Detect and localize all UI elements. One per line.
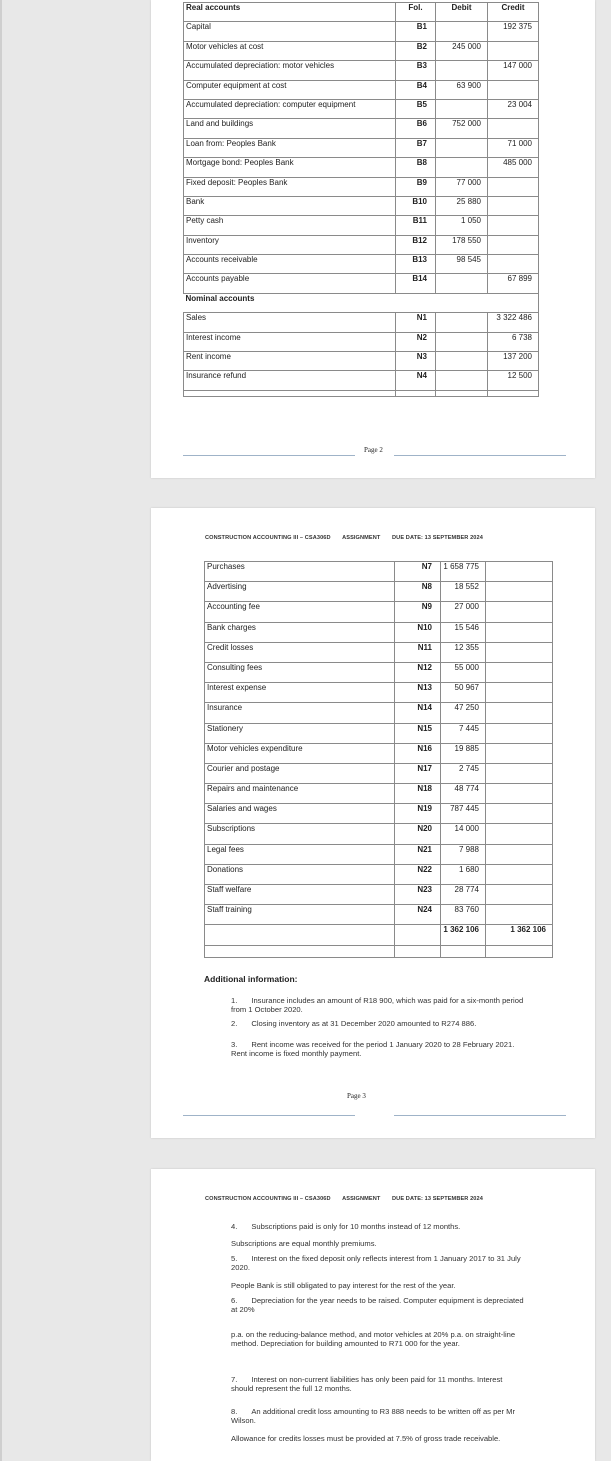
debit-amount: 245 000 bbox=[436, 41, 488, 60]
account-name: Rent income bbox=[184, 352, 396, 371]
table-row bbox=[184, 99, 539, 118]
folio-ref: B8 bbox=[396, 158, 436, 177]
table-row bbox=[184, 274, 539, 293]
credit-amount: 137 200 bbox=[488, 352, 539, 371]
credit-amount bbox=[486, 662, 553, 682]
folio-ref: B2 bbox=[396, 41, 436, 60]
debit-amount: 98 545 bbox=[436, 255, 488, 274]
note-text: Subscriptions paid is only for 10 months instead of 12 months. bbox=[251, 1222, 461, 1231]
document-header bbox=[205, 535, 493, 541]
debit-amount: 77 000 bbox=[436, 177, 488, 196]
folio-ref: N14 bbox=[395, 703, 441, 723]
note-number: 1. bbox=[231, 996, 238, 1005]
table-row bbox=[205, 804, 553, 824]
debit-amount: 178 550 bbox=[436, 235, 488, 254]
credit-amount bbox=[486, 763, 553, 783]
debit-amount: 55 000 bbox=[441, 662, 486, 682]
account-name: Purchases bbox=[205, 562, 395, 582]
debit-amount bbox=[436, 138, 488, 157]
note-item bbox=[231, 1407, 525, 1425]
credit-amount bbox=[486, 602, 553, 622]
account-name: Mortgage bond: Peoples Bank bbox=[184, 158, 396, 177]
note-number: 5. bbox=[231, 1254, 238, 1263]
note-text: Interest on non-current liabilities has only been paid for 11 months. Interest should represent the full 12 months. bbox=[231, 1375, 503, 1394]
account-name: Interest expense bbox=[205, 683, 395, 703]
folio-ref: N13 bbox=[395, 683, 441, 703]
account-name: Legal fees bbox=[205, 844, 395, 864]
table-row bbox=[184, 22, 539, 41]
table-row bbox=[184, 138, 539, 157]
credit-amount bbox=[486, 723, 553, 743]
table-row bbox=[184, 196, 539, 215]
table-row bbox=[184, 80, 539, 99]
debit-amount: 27 000 bbox=[441, 602, 486, 622]
empty-cell bbox=[184, 390, 396, 396]
credit-amount bbox=[486, 864, 553, 884]
account-name: Insurance bbox=[205, 703, 395, 723]
credit-amount bbox=[486, 784, 553, 804]
folio-ref: N20 bbox=[395, 824, 441, 844]
table-row bbox=[184, 313, 539, 332]
debit-amount: 7 445 bbox=[441, 723, 486, 743]
debit-amount: 14 000 bbox=[441, 824, 486, 844]
table-row bbox=[205, 864, 553, 884]
course-title: CONSTRUCTION ACCOUNTING III – CSA306D bbox=[205, 535, 331, 541]
credit-amount bbox=[486, 642, 553, 662]
table-row bbox=[205, 844, 553, 864]
empty-cell bbox=[205, 945, 395, 957]
debit-amount: 48 774 bbox=[441, 784, 486, 804]
folio-ref: N21 bbox=[395, 844, 441, 864]
table-row bbox=[205, 662, 553, 682]
table-row bbox=[205, 763, 553, 783]
document-type: ASSIGNMENT bbox=[342, 535, 381, 541]
column-header-account: Real accounts bbox=[184, 3, 396, 22]
note-text: An additional credit loss amounting to R3 888 needs to be written off as per Mr Wilson. bbox=[231, 1407, 516, 1426]
note-text: Insurance includes an amount of R18 900, which was paid for a six-month period from 1 October 2020. bbox=[231, 996, 524, 1015]
folio-ref: N15 bbox=[395, 723, 441, 743]
credit-amount bbox=[486, 683, 553, 703]
table-row bbox=[205, 703, 553, 723]
folio-ref: B13 bbox=[396, 255, 436, 274]
folio-ref: N3 bbox=[396, 352, 436, 371]
credit-amount bbox=[488, 196, 539, 215]
additional-information-title: Additional information: bbox=[204, 974, 298, 984]
table-row bbox=[205, 562, 553, 582]
debit-amount: 25 880 bbox=[436, 196, 488, 215]
folio-ref: N22 bbox=[395, 864, 441, 884]
note-text: People Bank is still obligated to pay interest for the rest of the year. bbox=[231, 1281, 456, 1290]
debit-amount: 28 774 bbox=[441, 885, 486, 905]
folio-ref: N17 bbox=[395, 763, 441, 783]
credit-amount bbox=[488, 235, 539, 254]
debit-amount: 15 546 bbox=[441, 622, 486, 642]
account-name: Donations bbox=[205, 864, 395, 884]
table-row bbox=[184, 119, 539, 138]
credit-amount bbox=[488, 119, 539, 138]
debit-amount: 63 900 bbox=[436, 80, 488, 99]
account-name: Loan from: Peoples Bank bbox=[184, 138, 396, 157]
debit-amount bbox=[436, 274, 488, 293]
note-item bbox=[231, 1254, 525, 1272]
table-row bbox=[205, 824, 553, 844]
folio-ref: N4 bbox=[396, 371, 436, 390]
table-row bbox=[184, 158, 539, 177]
credit-amount bbox=[486, 885, 553, 905]
due-date: DUE DATE: 13 SEPTEMBER 2024 bbox=[392, 1196, 483, 1202]
debit-amount: 752 000 bbox=[436, 119, 488, 138]
folio-ref: N9 bbox=[395, 602, 441, 622]
debit-amount: 19 885 bbox=[441, 743, 486, 763]
table-row bbox=[184, 371, 539, 390]
credit-amount: 3 322 486 bbox=[488, 313, 539, 332]
credit-amount bbox=[488, 80, 539, 99]
note-number: 2. bbox=[231, 1019, 238, 1028]
note-text: Interest on the fixed deposit only reflects interest from 1 January 2017 to 31 July 2020. bbox=[231, 1254, 521, 1273]
account-name: Accounting fee bbox=[205, 602, 395, 622]
column-header-fol: Fol. bbox=[396, 3, 436, 22]
account-name: Courier and postage bbox=[205, 763, 395, 783]
due-date: DUE DATE: 13 SEPTEMBER 2024 bbox=[392, 535, 483, 541]
empty-cell bbox=[396, 390, 436, 396]
account-name: Consulting fees bbox=[205, 662, 395, 682]
table-row bbox=[205, 683, 553, 703]
credit-amount bbox=[486, 703, 553, 723]
table-row bbox=[184, 352, 539, 371]
window-edge bbox=[0, 0, 2, 1461]
folio-ref: B11 bbox=[396, 216, 436, 235]
account-name: Insurance refund bbox=[184, 371, 396, 390]
debit-amount bbox=[436, 313, 488, 332]
table-row bbox=[205, 723, 553, 743]
account-name: Interest income bbox=[184, 332, 396, 351]
credit-amount: 6 738 bbox=[488, 332, 539, 351]
note-item bbox=[231, 996, 525, 1014]
credit-amount bbox=[488, 177, 539, 196]
debit-amount: 1 658 775 bbox=[441, 562, 486, 582]
debit-amount bbox=[436, 371, 488, 390]
total-credit: 1 362 106 bbox=[486, 925, 553, 945]
empty-cell bbox=[205, 925, 395, 945]
credit-amount: 71 000 bbox=[488, 138, 539, 157]
folio-ref: B12 bbox=[396, 235, 436, 254]
document-page-3 bbox=[151, 508, 595, 1138]
debit-amount: 1 050 bbox=[436, 216, 488, 235]
table-row bbox=[184, 332, 539, 351]
document-page-2 bbox=[151, 0, 595, 478]
empty-row bbox=[205, 945, 553, 957]
folio-ref: N11 bbox=[395, 642, 441, 662]
note-item bbox=[231, 1296, 525, 1314]
debit-amount bbox=[436, 158, 488, 177]
folio-ref: B4 bbox=[396, 80, 436, 99]
table-row bbox=[205, 885, 553, 905]
empty-cell bbox=[395, 945, 441, 957]
table-row bbox=[205, 622, 553, 642]
account-name: Computer equipment at cost bbox=[184, 80, 396, 99]
folio-ref: B9 bbox=[396, 177, 436, 196]
credit-amount bbox=[486, 824, 553, 844]
credit-amount: 67 899 bbox=[488, 274, 539, 293]
note-number: 3. bbox=[231, 1040, 238, 1049]
footer-rule-right bbox=[394, 1115, 566, 1116]
note-text: Allowance for credits losses must be provided at 7.5% of gross trade receivable. bbox=[231, 1434, 501, 1443]
document-type: ASSIGNMENT bbox=[342, 1196, 381, 1202]
folio-ref: N8 bbox=[395, 582, 441, 602]
footer-rule-left bbox=[183, 1115, 355, 1116]
folio-ref: B14 bbox=[396, 274, 436, 293]
nominal-accounts-heading: Nominal accounts bbox=[184, 293, 539, 312]
account-name: Inventory bbox=[184, 235, 396, 254]
note-number: 7. bbox=[231, 1375, 238, 1384]
account-name: Motor vehicles expenditure bbox=[205, 743, 395, 763]
table-row bbox=[205, 784, 553, 804]
empty-cell bbox=[436, 390, 488, 396]
trial-balance-table-page-3 bbox=[204, 561, 553, 958]
folio-ref: N7 bbox=[395, 562, 441, 582]
account-name: Accounts receivable bbox=[184, 255, 396, 274]
table-row bbox=[205, 602, 553, 622]
debit-amount bbox=[436, 332, 488, 351]
account-name: Fixed deposit: Peoples Bank bbox=[184, 177, 396, 196]
folio-ref: N10 bbox=[395, 622, 441, 642]
folio-ref: B7 bbox=[396, 138, 436, 157]
account-name: Sales bbox=[184, 313, 396, 332]
folio-ref: N19 bbox=[395, 804, 441, 824]
table-row bbox=[184, 235, 539, 254]
total-row bbox=[205, 925, 553, 945]
credit-amount: 12 500 bbox=[488, 371, 539, 390]
note-item bbox=[231, 1281, 525, 1290]
note-text: Closing inventory as at 31 December 2020 amounted to R274 886. bbox=[251, 1019, 477, 1028]
footer-rule-right bbox=[394, 455, 566, 456]
folio-ref: B5 bbox=[396, 99, 436, 118]
note-number: 4. bbox=[231, 1222, 238, 1231]
folio-ref: N18 bbox=[395, 784, 441, 804]
folio-ref: B3 bbox=[396, 61, 436, 80]
credit-amount bbox=[488, 216, 539, 235]
credit-amount: 192 375 bbox=[488, 22, 539, 41]
folio-ref: N16 bbox=[395, 743, 441, 763]
account-name: Advertising bbox=[205, 582, 395, 602]
account-name: Accumulated depreciation: motor vehicles bbox=[184, 61, 396, 80]
debit-amount: 83 760 bbox=[441, 905, 486, 925]
debit-amount bbox=[436, 99, 488, 118]
note-item bbox=[231, 1375, 525, 1393]
debit-amount: 787 445 bbox=[441, 804, 486, 824]
debit-amount: 18 552 bbox=[441, 582, 486, 602]
debit-amount: 1 680 bbox=[441, 864, 486, 884]
table-row bbox=[205, 743, 553, 763]
note-number: 8. bbox=[231, 1407, 238, 1416]
debit-amount bbox=[436, 61, 488, 80]
empty-cell bbox=[441, 945, 486, 957]
debit-amount bbox=[436, 352, 488, 371]
folio-ref: N23 bbox=[395, 885, 441, 905]
note-item bbox=[231, 1040, 525, 1058]
table-row bbox=[184, 216, 539, 235]
credit-amount bbox=[486, 804, 553, 824]
document-header bbox=[205, 1196, 493, 1202]
table-header-row bbox=[184, 3, 539, 22]
table-row bbox=[205, 642, 553, 662]
empty-cell bbox=[395, 925, 441, 945]
credit-amount bbox=[486, 743, 553, 763]
note-number: 6. bbox=[231, 1296, 238, 1305]
account-name: Petty cash bbox=[184, 216, 396, 235]
debit-amount: 2 745 bbox=[441, 763, 486, 783]
account-name: Bank bbox=[184, 196, 396, 215]
credit-amount: 23 004 bbox=[488, 99, 539, 118]
note-text: p.a. on the reducing-balance method, and motor vehicles at 20% p.a. on straight-line method. Depreciation for building amounted to R71 000 for the year. bbox=[231, 1330, 516, 1349]
debit-amount: 7 988 bbox=[441, 844, 486, 864]
folio-ref: N1 bbox=[396, 313, 436, 332]
account-name: Subscriptions bbox=[205, 824, 395, 844]
folio-ref: B6 bbox=[396, 119, 436, 138]
column-header-credit: Credit bbox=[488, 3, 539, 22]
folio-ref: N12 bbox=[395, 662, 441, 682]
empty-cell bbox=[488, 390, 539, 396]
debit-amount: 47 250 bbox=[441, 703, 486, 723]
credit-amount bbox=[488, 41, 539, 60]
table-row bbox=[184, 177, 539, 196]
note-item bbox=[231, 1330, 525, 1348]
trial-balance-table-page-2 bbox=[183, 2, 539, 397]
account-name: Accumulated depreciation: computer equipment bbox=[184, 99, 396, 118]
folio-ref: B10 bbox=[396, 196, 436, 215]
debit-amount: 50 967 bbox=[441, 683, 486, 703]
page-number: Page 2 bbox=[364, 446, 383, 454]
note-item bbox=[231, 1222, 525, 1231]
folio-ref: N24 bbox=[395, 905, 441, 925]
debit-amount: 12 355 bbox=[441, 642, 486, 662]
folio-ref: N2 bbox=[396, 332, 436, 351]
account-name: Repairs and maintenance bbox=[205, 784, 395, 804]
account-name: Staff training bbox=[205, 905, 395, 925]
total-debit: 1 362 106 bbox=[441, 925, 486, 945]
document-page-4 bbox=[151, 1169, 595, 1461]
account-name: Land and buildings bbox=[184, 119, 396, 138]
credit-amount bbox=[486, 844, 553, 864]
account-name: Credit losses bbox=[205, 642, 395, 662]
credit-amount bbox=[486, 562, 553, 582]
table-row bbox=[184, 61, 539, 80]
page-number: Page 3 bbox=[347, 1092, 366, 1100]
note-text: Depreciation for the year needs to be raised. Computer equipment is depreciated at 20% bbox=[231, 1296, 524, 1315]
credit-amount bbox=[486, 582, 553, 602]
footer-rule-left bbox=[183, 455, 355, 456]
table-row bbox=[184, 255, 539, 274]
account-name: Capital bbox=[184, 22, 396, 41]
table-row bbox=[184, 41, 539, 60]
note-text: Subscriptions are equal monthly premiums. bbox=[231, 1239, 377, 1248]
column-header-debit: Debit bbox=[436, 3, 488, 22]
table-row bbox=[205, 905, 553, 925]
debit-amount bbox=[436, 22, 488, 41]
account-name: Salaries and wages bbox=[205, 804, 395, 824]
note-text: Rent income was received for the period 1 January 2020 to 28 February 2021. Rent income is fixed monthly payment. bbox=[231, 1040, 515, 1059]
account-name: Bank charges bbox=[205, 622, 395, 642]
account-name: Staff welfare bbox=[205, 885, 395, 905]
folio-ref: B1 bbox=[396, 22, 436, 41]
note-item bbox=[231, 1239, 525, 1248]
section-header-row bbox=[184, 293, 539, 312]
credit-amount bbox=[486, 905, 553, 925]
credit-amount bbox=[488, 255, 539, 274]
credit-amount: 147 000 bbox=[488, 61, 539, 80]
credit-amount: 485 000 bbox=[488, 158, 539, 177]
course-title: CONSTRUCTION ACCOUNTING III – CSA306D bbox=[205, 1196, 331, 1202]
table-row bbox=[205, 582, 553, 602]
note-item bbox=[231, 1434, 525, 1443]
account-name: Stationery bbox=[205, 723, 395, 743]
credit-amount bbox=[486, 622, 553, 642]
account-name: Accounts payable bbox=[184, 274, 396, 293]
empty-cell bbox=[486, 945, 553, 957]
empty-row bbox=[184, 390, 539, 396]
note-item bbox=[231, 1019, 525, 1028]
account-name: Motor vehicles at cost bbox=[184, 41, 396, 60]
